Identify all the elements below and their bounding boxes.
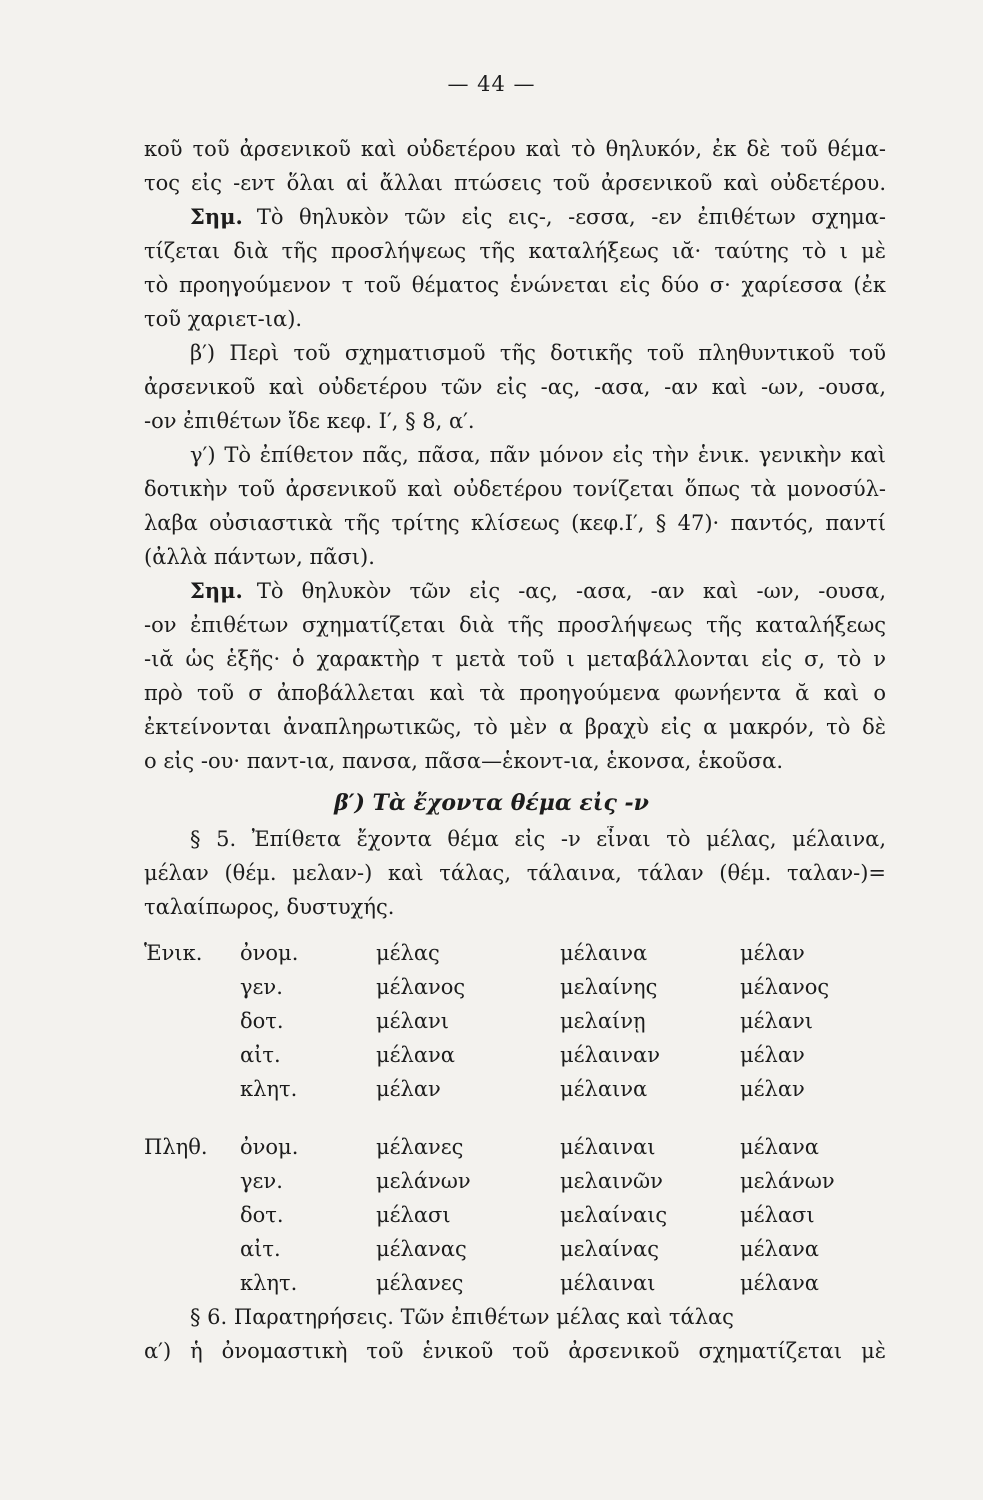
form-masculine: μελάνων <box>376 1169 471 1193</box>
text-line: β′) Περὶ τοῦ σχηματισμοῦ τῆς δοτικῆς τοῦ πληθυντικοῦ τοῦ <box>190 341 886 365</box>
text-line: τοῦ χαριετ-ια). <box>144 307 303 331</box>
text-line: α′) ἡ ὀνομαστικὴ τοῦ ἑνικοῦ τοῦ ἀρσενικοῦ σχηματίζεται μὲ <box>144 1339 886 1363</box>
form-neuter: μέλανα <box>740 1271 819 1295</box>
case-label: δοτ. <box>240 1009 284 1033</box>
form-masculine: μέλαν <box>376 1077 441 1101</box>
text-line: μέλαν (θέμ. μελαν-) καὶ τάλας, τάλαινα, τάλαν (θέμ. ταλαν-)= <box>144 861 886 885</box>
case-label: αἰτ. <box>240 1043 281 1067</box>
form-feminine: μελαινῶν <box>560 1169 663 1193</box>
form-feminine: μελαίναις <box>560 1203 668 1227</box>
case-label: ὀνομ. <box>240 941 299 965</box>
text-line: (ἀλλὰ πάντων, πᾶσι). <box>144 545 375 569</box>
form-neuter: μέλανος <box>740 975 830 999</box>
note-label: Σημ. <box>190 578 243 603</box>
case-label: κλητ. <box>240 1077 298 1101</box>
form-feminine: μελαίνης <box>560 975 658 999</box>
text-line: ο εἰς -ου· παντ-ια, πανσα, πᾶσα—ἑκοντ-ια, ἑκονσα, ἑκοῦσα. <box>144 749 784 773</box>
form-masculine: μέλανος <box>376 975 466 999</box>
form-neuter: μέλανα <box>740 1237 819 1261</box>
text-line: ἐκτείνονται ἀναπληρωτικῶς, τὸ μὲν α βραχὺ εἰς α μακρόν, τὸ δὲ <box>144 715 886 739</box>
form-masculine: μέλανας <box>376 1237 467 1261</box>
case-label: γεν. <box>240 1169 283 1193</box>
number-label-singular: Ἑνικ. <box>144 941 203 965</box>
text-line: ταλαίπωρος, δυστυχής. <box>144 895 395 919</box>
form-masculine: μέλανα <box>376 1043 455 1067</box>
text-line: τος εἰς -εντ ὅλαι αἱ ἄλλαι πτώσεις τοῦ ἀρσενικοῦ καὶ οὐδετέρου. <box>144 171 886 195</box>
form-feminine: μέλαινα <box>560 941 648 965</box>
form-feminine: μελαίνας <box>560 1237 659 1261</box>
form-neuter: μέλασι <box>740 1203 815 1227</box>
form-neuter: μέλαν <box>740 1077 805 1101</box>
form-neuter: μέλανι <box>740 1009 814 1033</box>
form-feminine: μέλαιναι <box>560 1271 656 1295</box>
text-line: -ιᾰ ὡς ἑξῆς· ὁ χαρακτὴρ τ μετὰ τοῦ ι μεταβάλλονται εἰς σ, τὸ ν <box>144 647 886 671</box>
form-masculine: μέλας <box>376 941 440 965</box>
text-line: ἀρσενικοῦ καὶ οὐδετέρου τῶν εἰς -ας, -ασα, -αν καὶ -ων, -ουσα, <box>144 375 886 399</box>
text-line: § 6. Παρατηρήσεις. Τῶν ἐπιθέτων μέλας καὶ τάλας <box>190 1305 734 1329</box>
number-label-plural: Πληθ. <box>144 1135 208 1159</box>
section-heading: β′) Τὰ ἔχοντα θέμα εἰς -ν <box>334 790 649 816</box>
text-span: Τὸ θηλυκὸν τῶν εἰς -ας, -ασα, -αν καὶ -ων, -ουσα, <box>256 579 886 603</box>
form-masculine: μέλανι <box>376 1009 450 1033</box>
form-feminine: μελαίνῃ <box>560 1009 646 1033</box>
form-feminine: μέλαιναν <box>560 1043 660 1067</box>
form-neuter: μελάνων <box>740 1169 835 1193</box>
form-masculine: μέλανες <box>376 1271 464 1295</box>
form-feminine: μέλαινα <box>560 1077 648 1101</box>
text-line: -ον ἐπιθέτων ἴδε κεφ. Ι′, § 8, α′. <box>144 409 475 433</box>
note-line <box>190 578 886 604</box>
text-span: Τὸ θηλυκὸν τῶν εἰς εις-, -εσσα, -εν ἐπιθέτων σχημα- <box>256 205 886 229</box>
form-neuter: μέλαν <box>740 941 805 965</box>
form-feminine: μέλαιναι <box>560 1135 656 1159</box>
text-line: λαβα οὐσιαστικὰ τῆς τρίτης κλίσεως (κεφ.Ι′, § 47)· παντός, παντί <box>144 511 886 535</box>
form-neuter: μέλαν <box>740 1043 805 1067</box>
form-masculine: μέλασι <box>376 1203 451 1227</box>
text-line: τὸ προηγούμενον τ τοῦ θέματος ἑνώνεται εἰς δύο σ· χαρίεσσα (ἐκ <box>144 273 886 297</box>
form-neuter: μέλανα <box>740 1135 819 1159</box>
case-label: αἰτ. <box>240 1237 281 1261</box>
case-label: ὀνομ. <box>240 1135 299 1159</box>
text-line: τίζεται διὰ τῆς προσλήψεως τῆς καταλήξεως ιᾰ· ταύτης τὸ ι μὲ <box>144 239 886 263</box>
text-line: πρὸ τοῦ σ ἀποβάλλεται καὶ τὰ προηγούμενα φωνήεντα ᾰ καὶ ο <box>144 681 886 705</box>
note-label: Σημ. <box>190 204 243 229</box>
text-line: κοῦ τοῦ ἀρσενικοῦ καὶ οὐδετέρου καὶ τὸ θηλυκόν, ἐκ δὲ τοῦ θέμα- <box>144 137 886 161</box>
text-line: § 5. Ἐπίθετα ἔχοντα θέμα εἰς -ν εἶναι τὸ μέλας, μέλαινα, <box>190 827 886 851</box>
text-line: γ′) Τὸ ἐπίθετον πᾶς, πᾶσα, πᾶν μόνον εἰς τὴν ἑνικ. γενικὴν καὶ <box>190 443 886 467</box>
case-label: γεν. <box>240 975 283 999</box>
form-masculine: μέλανες <box>376 1135 464 1159</box>
text-line: δοτικὴν τοῦ ἀρσενικοῦ καὶ οὐδετέρου τονίζεται ὅπως τὰ μονοσύλ- <box>144 477 886 501</box>
page-number: — 44 — <box>447 72 536 96</box>
case-label: δοτ. <box>240 1203 284 1227</box>
text-line: -ον ἐπιθέτων σχηματίζεται διὰ τῆς προσλήψεως τῆς καταλήξεως <box>144 613 886 637</box>
case-label: κλητ. <box>240 1271 298 1295</box>
note-line <box>190 204 886 230</box>
